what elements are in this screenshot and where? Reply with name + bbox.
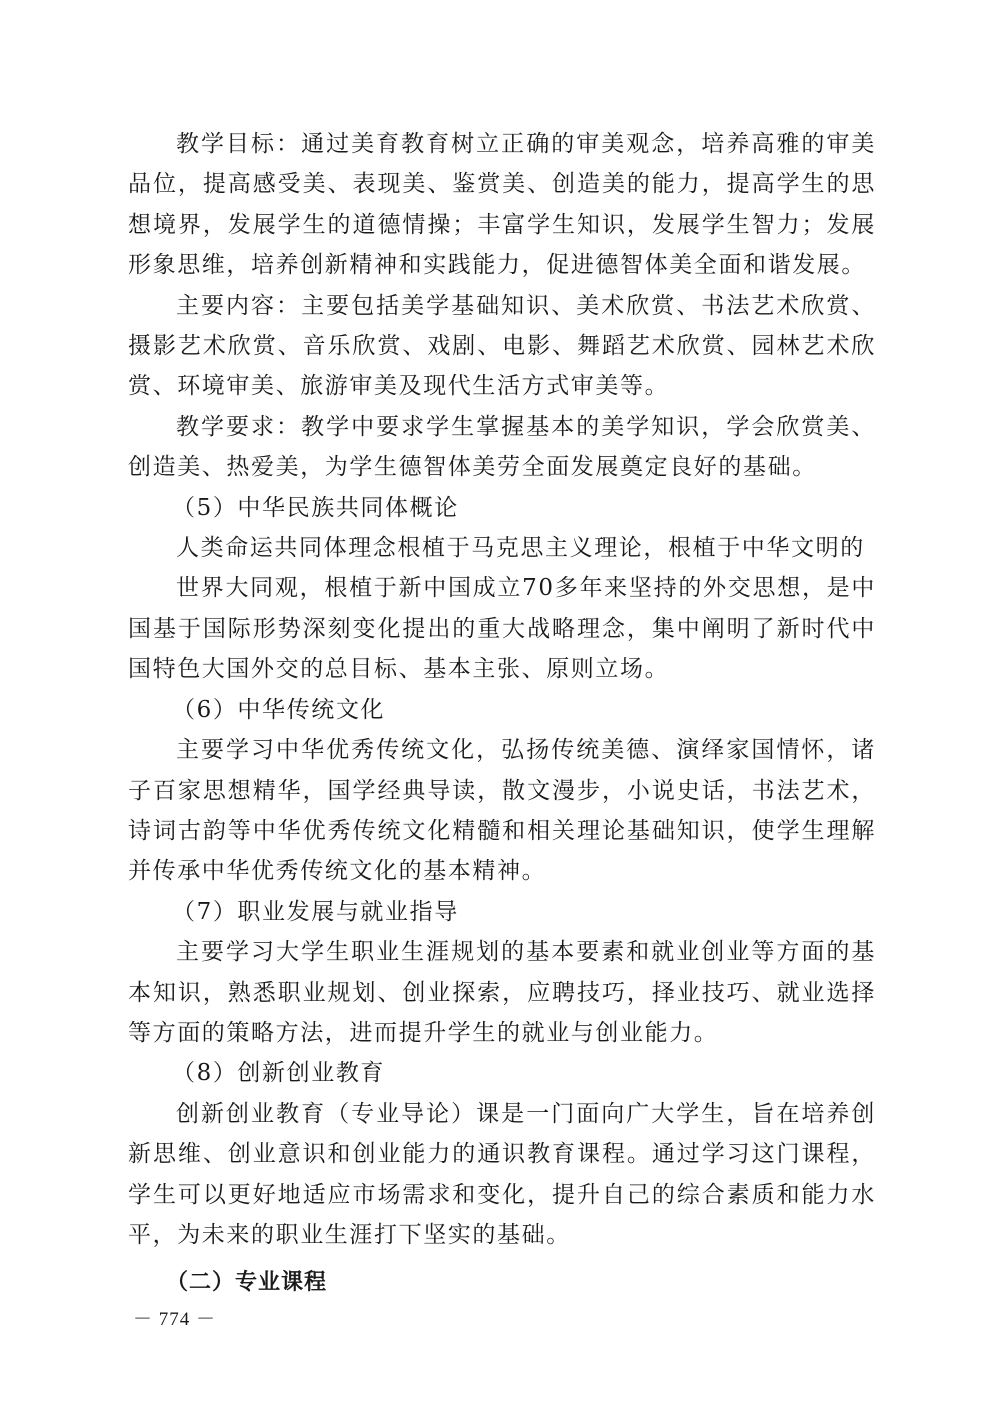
course-7-paragraph: 主要学习大学生职业生涯规划的基本要素和就业创业等方面的基本知识，熟悉职业规划、创业探索，应聘技巧，择业技巧、就业选择等方面的策略方法，进而提升学生的就业与创业能力。 <box>128 939 876 1046</box>
course-6-heading: （6）中华传统文化 <box>172 696 386 723</box>
course-6-paragraph: 主要学习中华优秀传统文化，弘扬传统美德、演绎家国情怀，诸子百家思想精华，国学经典导读，散文漫步，小说史话，书法艺术，诗词古韵等中华优秀传统文化精髓和相关理论基础知识，使学生理解并传承中华优秀传统文化的基本精神。 <box>128 737 876 885</box>
section-title: （二）专业课程 <box>166 1270 328 1296</box>
course-5-first-line: 人类命运共同体理念根植于马克思主义理论，根植于中华文明的 <box>176 535 865 562</box>
document-body <box>128 124 876 1304</box>
course-7-heading: （7）职业发展与就业指导 <box>172 898 459 925</box>
course-5-heading: （5）中华民族共同体概论 <box>172 494 459 521</box>
main-content-paragraph: 主要内容：主要包括美学基础知识、美术欣赏、书法艺术欣赏、摄影艺术欣赏、音乐欣赏、戏剧、电影、舞蹈艺术欣赏、园林艺术欣赏、环境审美、旅游审美及现代生活方式审美等。 <box>128 292 876 400</box>
teaching-goal-paragraph: 教学目标：通过美育教育树立正确的审美观念，培养高雅的审美品位，提高感受美、表现美、鉴赏美、创造美的能力，提高学生的思想境界，发展学生的道德情操；丰富学生知识，发展学生智力；发展形象思维，培养创新精神和实践能力，促进德智体美全面和谐发展。 <box>128 131 876 279</box>
teaching-requirement-paragraph: 教学要求：教学中要求学生掌握基本的美学知识，学会欣赏美、创造美、热爱美，为学生德智体美劳全面发展奠定良好的基础。 <box>128 413 876 481</box>
course-8-heading: （8）创新创业教育 <box>172 1060 386 1087</box>
course-5-paragraph: 世界大同观，根植于新中国成立70多年来坚持的外交思想，是中国基于国际形势深刻变化提出的重大战略理念，集中阐明了新时代中国特色大国外交的总目标、基本主张、原则立场。 <box>128 575 876 683</box>
course-8-paragraph: 创新创业教育（专业导论）课是一门面向广大学生，旨在培养创新思维、创业意识和创业能力的通识教育课程。通过学习这门课程，学生可以更好地适应市场需求和变化，提升自己的综合素质和能力水平，为未来的职业生涯打下坚实的基础。 <box>128 1100 876 1248</box>
page-number: － 774 － <box>133 1309 217 1330</box>
